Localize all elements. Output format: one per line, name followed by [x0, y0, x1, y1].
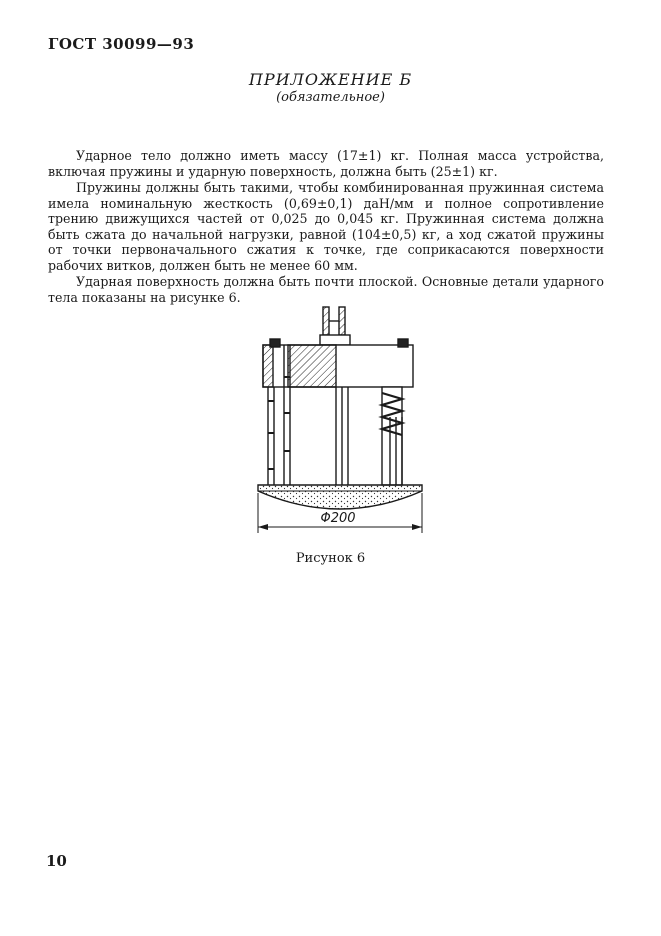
paragraph-mass: Ударное тело должно иметь массу (17±1) кг. Полная масса устройства, включая пружины и ударную поверхность, должна быть (25±1) кг.: [48, 148, 604, 179]
page-number: 10: [46, 852, 67, 870]
paragraph-springs: Пружины должны быть такими, чтобы комбинированная пружинная система имела номинальную жесткость (0,69±0,1) даН/мм и полное сопротивление трению движущихся частей от 0,025 до 0,045 кг. Пружинная система должна быть сжата до начальной нагрузки, равной (104±0,5) кг, а ход сжатой пружины от точки первоначального сжатия к точке, где соприкасаются поверхности рабочих витков, должен быть не менее 60 мм.: [48, 180, 604, 273]
document-code-header: ГОСТ 30099—93: [48, 35, 195, 53]
impact-body-drawing: [250, 305, 440, 545]
figure-impact-body-drawing: [250, 305, 440, 545]
figure-caption: Рисунок 6: [295, 551, 366, 566]
impact-disc: [258, 485, 422, 509]
top-plate: [263, 339, 413, 387]
top-stem: [320, 307, 350, 345]
body-text: [48, 148, 604, 306]
centre-rod: [336, 387, 348, 485]
right-spring: [382, 387, 402, 485]
diameter-label: Φ200: [320, 511, 356, 526]
appendix-title: ПРИЛОЖЕНИЕ Б: [248, 70, 413, 89]
appendix-subtitle: (обязательное): [276, 90, 385, 105]
paragraph-impact-surface: Ударная поверхность должна быть почти плоской. Основные детали ударного тела показаны на рисунке 6.: [48, 274, 604, 305]
